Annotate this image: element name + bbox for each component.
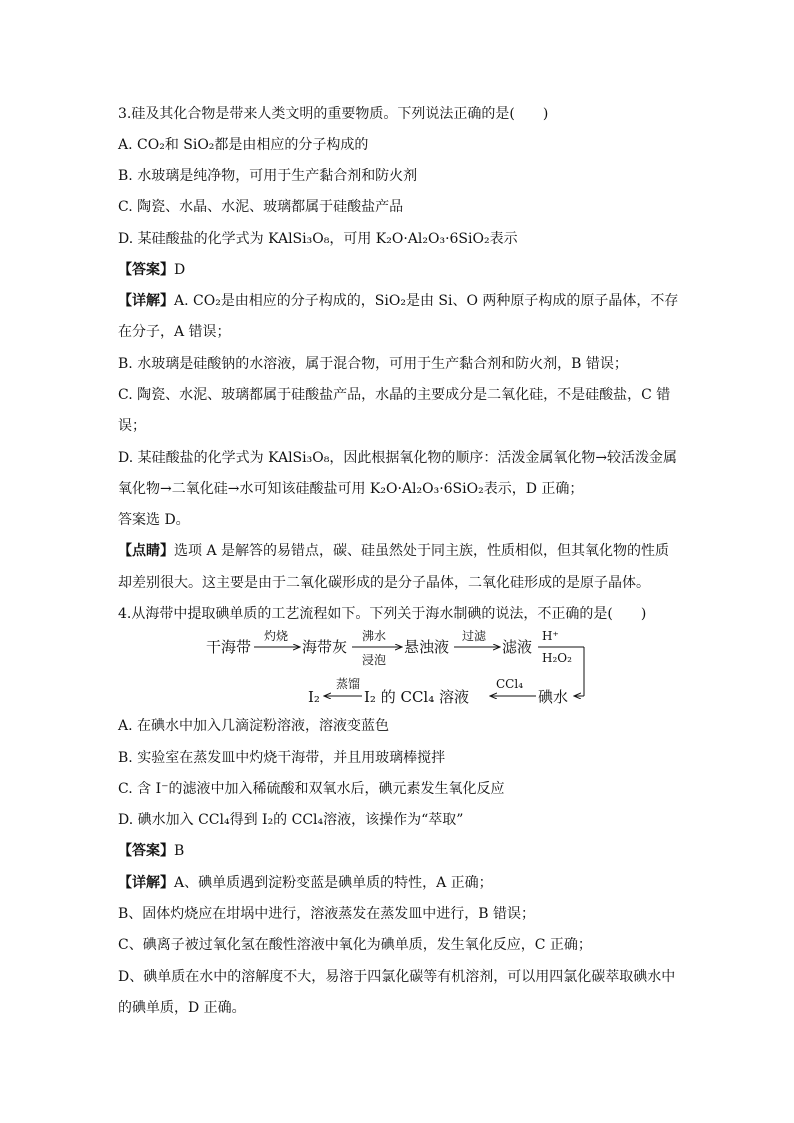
flow-label-h-plus: H⁺ bbox=[542, 629, 559, 643]
flow-label-distill: 蒸馏 bbox=[336, 677, 361, 691]
flow-label-h2o2: H₂O₂ bbox=[542, 651, 572, 665]
q4-detail-line-2: B、固体灼烧应在坩埚中进行，溶液蒸发在蒸发皿中进行，B 错误； bbox=[118, 906, 536, 922]
detail-text: A、碘单质遇到淀粉变蓝是碘单质的特性，A 正确； bbox=[174, 875, 493, 891]
flow-label-ccl4: CCl₄ bbox=[496, 677, 524, 691]
flow-node-dried-kelp: 干海带 bbox=[206, 638, 252, 656]
q4-stem: 4.从海带中提取碘单质的工艺流程如下。下列关于海水制碘的说法，不正确的是( ) bbox=[118, 606, 647, 622]
q3-option-b: B. 水玻璃是纯净物，可用于生产黏合剂和防火剂 bbox=[118, 168, 418, 184]
q3-option-c: C. 陶瓷、水晶、水泥、玻璃都属于硅酸盐产品 bbox=[118, 199, 404, 215]
detail-tag: 【详解】 bbox=[118, 875, 174, 891]
q3-option-d: D. 某硅酸盐的化学式为 KAlSi₃O₈，可用 K₂O·Al₂O₃·6SiO₂表示 bbox=[118, 231, 518, 247]
q4-option-d: D. 碘水加入 CCl₄得到 I₂的 CCl₄溶液，该操作为“萃取” bbox=[118, 812, 464, 828]
flow-node-iodine-water: 碘水 bbox=[538, 688, 569, 706]
flow-node-kelp-ash: 海带灰 bbox=[302, 638, 348, 656]
q4-detail-line-4: D、碘单质在水中的溶解度不大，易溶于四氯化碳等有机溶剂，可以用四氯化碳萃取碘水中 bbox=[118, 969, 676, 985]
q3-detail-line-3: B. 水玻璃是硅酸钠的水溶液，属于混合物，可用于生产黏合剂和防火剂，B 错误； bbox=[118, 356, 628, 372]
q3-detail-line-7: 氧化物→二氧化硅→水可知该硅酸盐可用 K₂O·Al₂O₃·6SiO₂表示，D 正确； bbox=[118, 481, 584, 497]
q4-option-c: C. 含 I⁻的滤液中加入稀硫酸和双氧水后，碘元素发生氧化反应 bbox=[118, 781, 505, 797]
iodine-extraction-flowchart bbox=[196, 626, 596, 716]
answer-tag: 【答案】 bbox=[118, 262, 174, 278]
q4-option-b: B. 实验室在蒸发皿中灼烧干海带，并且用玻璃棒搅拌 bbox=[118, 750, 446, 766]
flow-label-ignite: 灼烧 bbox=[264, 629, 289, 643]
q3-option-a: A. CO₂和 SiO₂都是由相应的分子构成的 bbox=[118, 137, 369, 153]
tip-text: 选项 A 是解答的易错点，碳、硅虽然处于同主族，性质相似，但其氧化物的性质 bbox=[174, 543, 670, 559]
q4-detail-line-1 bbox=[118, 873, 684, 893]
flow-label-soak: 浸泡 bbox=[362, 653, 387, 667]
q4-detail-line-5: 的碘单质，D 正确。 bbox=[118, 1000, 246, 1016]
flow-label-boiling-water: 沸水 bbox=[362, 629, 387, 643]
detail-tag: 【详解】 bbox=[118, 293, 174, 309]
flow-node-iodine: I₂ bbox=[308, 688, 320, 706]
q3-detail-line-4: C. 陶瓷、水泥、玻璃都属于硅酸盐产品，水晶的主要成分是二氧化硅，不是硅酸盐，C 错 bbox=[118, 387, 671, 403]
q4-option-a: A. 在碘水中加入几滴淀粉溶液，溶液变蓝色 bbox=[118, 718, 390, 734]
q4-detail-line-3: C、碘离子被过氧化氢在酸性溶液中氧化为碘单质，发生氧化反应，C 正确； bbox=[118, 937, 592, 953]
q4-answer bbox=[118, 841, 684, 861]
flow-node-filtrate: 滤液 bbox=[502, 638, 533, 656]
tip-tag: 【点睛】 bbox=[118, 543, 174, 559]
answer-value: B bbox=[174, 843, 185, 859]
answer-value: D bbox=[174, 262, 186, 278]
flow-label-filter: 过滤 bbox=[462, 629, 487, 643]
detail-text: A. CO₂是由相应的分子构成的，SiO₂是由 Si、O 两种原子构成的原子晶体，不存 bbox=[174, 293, 679, 309]
q3-detail-line-1 bbox=[118, 291, 684, 311]
q3-answer bbox=[118, 260, 684, 280]
q3-conclusion: 答案选 D。 bbox=[118, 512, 190, 528]
flow-node-suspension: 悬浊液 bbox=[404, 638, 450, 656]
flow-node-i2-in-ccl4: I₂ 的 CCl₄ 溶液 bbox=[364, 688, 470, 706]
q3-detail-line-6: D. 某硅酸盐的化学式为 KAlSi₃O₈，因此根据氧化物的顺序：活泼金属氧化物→较活泼金属 bbox=[118, 450, 678, 466]
q3-detail-line-5: 误； bbox=[118, 418, 146, 434]
q3-stem: 3.硅及其化合物是带来人类文明的重要物质。下列说法正确的是( ) bbox=[118, 106, 549, 122]
q3-tip-line-1 bbox=[118, 541, 684, 561]
answer-tag: 【答案】 bbox=[118, 843, 174, 859]
q3-tip-line-2: 却差别很大。这主要是由于二氧化碳形成的是分子晶体，二氧化硅形成的是原子晶体。 bbox=[118, 575, 650, 591]
q3-detail-line-2: 在分子，A 错误； bbox=[118, 324, 231, 340]
